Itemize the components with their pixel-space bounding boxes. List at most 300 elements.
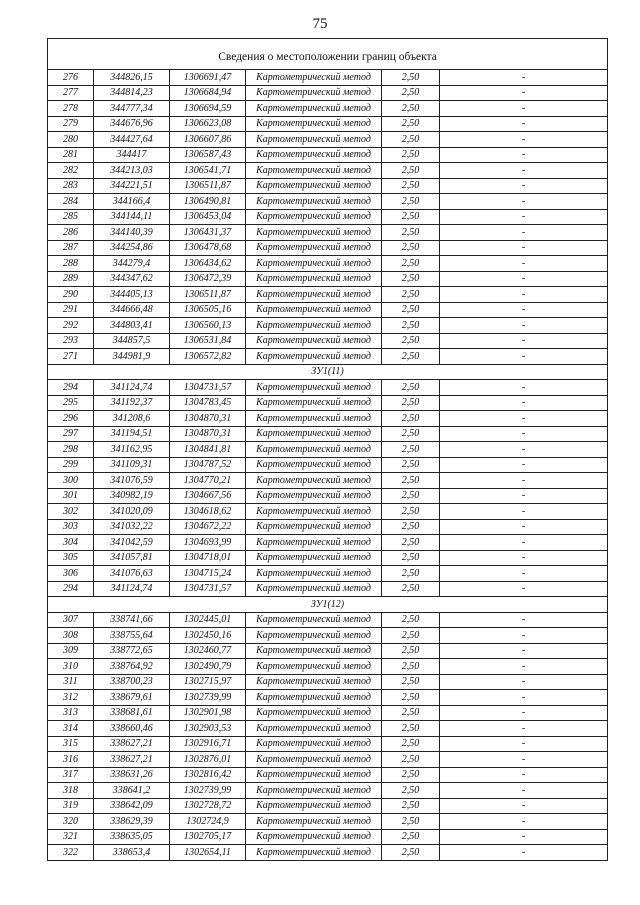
table-row — [48, 488, 608, 504]
description-cell: - — [440, 705, 608, 721]
accuracy-cell: 2,50 — [382, 333, 440, 349]
y-coordinate-cell: 1306691,47 — [170, 70, 246, 86]
accuracy-cell: 2,50 — [382, 225, 440, 241]
method-cell: Картометрический метод — [246, 612, 382, 628]
accuracy-cell: 2,50 — [382, 240, 440, 256]
method-cell: Картометрический метод — [246, 395, 382, 411]
description-cell: - — [440, 643, 608, 659]
method-cell: Картометрический метод — [246, 240, 382, 256]
table-row — [48, 798, 608, 814]
table-row — [48, 349, 608, 365]
table-row — [48, 566, 608, 582]
table-row — [48, 240, 608, 256]
x-coordinate-cell: 338631,26 — [94, 767, 170, 783]
y-coordinate-cell: 1302705,17 — [170, 829, 246, 845]
method-cell: Картометрический метод — [246, 767, 382, 783]
description-cell: - — [440, 736, 608, 752]
point-number-cell: 297 — [48, 426, 94, 442]
table-row — [48, 380, 608, 396]
method-cell: Картометрический метод — [246, 194, 382, 210]
description-cell: - — [440, 845, 608, 861]
method-cell: Картометрический метод — [246, 488, 382, 504]
y-coordinate-cell: 1304731,57 — [170, 581, 246, 597]
accuracy-cell: 2,50 — [382, 659, 440, 675]
x-coordinate-cell: 341042,59 — [94, 535, 170, 551]
table-row — [48, 705, 608, 721]
description-cell: - — [440, 147, 608, 163]
y-coordinate-cell: 1306472,39 — [170, 271, 246, 287]
point-number-cell: 321 — [48, 829, 94, 845]
y-coordinate-cell: 1306505,16 — [170, 302, 246, 318]
accuracy-cell: 2,50 — [382, 442, 440, 458]
method-cell: Картометрический метод — [246, 643, 382, 659]
y-coordinate-cell: 1304693,99 — [170, 535, 246, 551]
accuracy-cell: 2,50 — [382, 256, 440, 272]
y-coordinate-cell: 1306623,08 — [170, 116, 246, 132]
accuracy-cell: 2,50 — [382, 488, 440, 504]
method-cell: Картометрический метод — [246, 318, 382, 334]
accuracy-cell: 2,50 — [382, 845, 440, 861]
accuracy-cell: 2,50 — [382, 504, 440, 520]
x-coordinate-cell: 341162,95 — [94, 442, 170, 458]
table-row — [48, 643, 608, 659]
point-number-cell: 301 — [48, 488, 94, 504]
y-coordinate-cell: 1302490,79 — [170, 659, 246, 675]
description-cell: - — [440, 302, 608, 318]
y-coordinate-cell: 1302916,71 — [170, 736, 246, 752]
y-coordinate-cell: 1306453,04 — [170, 209, 246, 225]
point-number-cell: 310 — [48, 659, 94, 675]
point-number-cell: 312 — [48, 690, 94, 706]
method-cell: Картометрический метод — [246, 178, 382, 194]
method-cell: Картометрический метод — [246, 271, 382, 287]
y-coordinate-cell: 1302724,9 — [170, 814, 246, 830]
x-coordinate-cell: 344814,23 — [94, 85, 170, 101]
point-number-cell: 294 — [48, 581, 94, 597]
method-cell: Картометрический метод — [246, 628, 382, 644]
description-cell: - — [440, 349, 608, 365]
point-number-cell: 306 — [48, 566, 94, 582]
point-number-cell: 305 — [48, 550, 94, 566]
description-cell: - — [440, 85, 608, 101]
y-coordinate-cell: 1304715,24 — [170, 566, 246, 582]
table-row — [48, 442, 608, 458]
accuracy-cell: 2,50 — [382, 814, 440, 830]
x-coordinate-cell: 344221,51 — [94, 178, 170, 194]
accuracy-cell: 2,50 — [382, 550, 440, 566]
accuracy-cell: 2,50 — [382, 147, 440, 163]
point-number-cell: 287 — [48, 240, 94, 256]
table-row — [48, 519, 608, 535]
point-number-cell: 317 — [48, 767, 94, 783]
y-coordinate-cell: 1302816,42 — [170, 767, 246, 783]
y-coordinate-cell: 1306511,87 — [170, 287, 246, 303]
point-number-cell: 286 — [48, 225, 94, 241]
y-coordinate-cell: 1304731,57 — [170, 380, 246, 396]
description-cell: - — [440, 504, 608, 520]
method-cell: Картометрический метод — [246, 736, 382, 752]
x-coordinate-cell: 341208,6 — [94, 411, 170, 427]
x-coordinate-cell: 338629,39 — [94, 814, 170, 830]
method-cell: Картометрический метод — [246, 581, 382, 597]
point-number-cell: 281 — [48, 147, 94, 163]
x-coordinate-cell: 344254,86 — [94, 240, 170, 256]
point-number-cell: 294 — [48, 380, 94, 396]
method-cell: Картометрический метод — [246, 721, 382, 737]
point-number-cell: 284 — [48, 194, 94, 210]
x-coordinate-cell: 338741,66 — [94, 612, 170, 628]
description-cell: - — [440, 488, 608, 504]
point-number-cell: 290 — [48, 287, 94, 303]
accuracy-cell: 2,50 — [382, 411, 440, 427]
point-number-cell: 308 — [48, 628, 94, 644]
accuracy-cell: 2,50 — [382, 194, 440, 210]
description-cell: - — [440, 256, 608, 272]
accuracy-cell: 2,50 — [382, 70, 440, 86]
point-number-cell: 283 — [48, 178, 94, 194]
y-coordinate-cell: 1306431,37 — [170, 225, 246, 241]
x-coordinate-cell: 341124,74 — [94, 581, 170, 597]
page-number: 75 — [312, 16, 328, 32]
x-coordinate-cell: 344405,13 — [94, 287, 170, 303]
x-coordinate-cell: 338700,23 — [94, 674, 170, 690]
x-coordinate-cell: 341076,59 — [94, 473, 170, 489]
y-coordinate-cell: 1302715,97 — [170, 674, 246, 690]
table-row — [48, 504, 608, 520]
point-number-cell: 320 — [48, 814, 94, 830]
description-cell: - — [440, 318, 608, 334]
method-cell: Картометрический метод — [246, 783, 382, 799]
accuracy-cell: 2,50 — [382, 690, 440, 706]
table-title: Сведения о местоположении границ объекта — [48, 39, 608, 70]
x-coordinate-cell: 344777,34 — [94, 101, 170, 117]
accuracy-cell: 2,50 — [382, 798, 440, 814]
x-coordinate-cell: 344826,15 — [94, 70, 170, 86]
y-coordinate-cell: 1306560,13 — [170, 318, 246, 334]
accuracy-cell: 2,50 — [382, 457, 440, 473]
description-cell: - — [440, 163, 608, 179]
accuracy-cell: 2,50 — [382, 209, 440, 225]
table-row — [48, 70, 608, 86]
method-cell: Картометрический метод — [246, 814, 382, 830]
description-cell: - — [440, 535, 608, 551]
section-header-row — [48, 364, 608, 380]
accuracy-cell: 2,50 — [382, 85, 440, 101]
description-cell: - — [440, 194, 608, 210]
y-coordinate-cell: 1302728,72 — [170, 798, 246, 814]
point-number-cell: 282 — [48, 163, 94, 179]
point-number-cell: 271 — [48, 349, 94, 365]
y-coordinate-cell: 1304667,56 — [170, 488, 246, 504]
accuracy-cell: 2,50 — [382, 674, 440, 690]
point-number-cell: 322 — [48, 845, 94, 861]
y-coordinate-cell: 1306587,43 — [170, 147, 246, 163]
y-coordinate-cell: 1304870,31 — [170, 426, 246, 442]
point-number-cell: 295 — [48, 395, 94, 411]
y-coordinate-cell: 1302450,16 — [170, 628, 246, 644]
point-number-cell: 300 — [48, 473, 94, 489]
accuracy-cell: 2,50 — [382, 271, 440, 287]
point-number-cell: 280 — [48, 132, 94, 148]
method-cell: Картометрический метод — [246, 426, 382, 442]
description-cell: - — [440, 457, 608, 473]
accuracy-cell: 2,50 — [382, 302, 440, 318]
accuracy-cell: 2,50 — [382, 566, 440, 582]
method-cell: Картометрический метод — [246, 473, 382, 489]
section-label: ЗУ1(11) — [48, 364, 608, 380]
table-row — [48, 457, 608, 473]
point-number-cell: 289 — [48, 271, 94, 287]
description-cell: - — [440, 721, 608, 737]
accuracy-cell: 2,50 — [382, 178, 440, 194]
x-coordinate-cell: 344981,9 — [94, 349, 170, 365]
accuracy-cell: 2,50 — [382, 101, 440, 117]
table-row — [48, 581, 608, 597]
x-coordinate-cell: 341076,63 — [94, 566, 170, 582]
method-cell: Картометрический метод — [246, 752, 382, 768]
boundary-table — [47, 38, 608, 861]
point-number-cell: 296 — [48, 411, 94, 427]
point-number-cell: 277 — [48, 85, 94, 101]
y-coordinate-cell: 1302903,53 — [170, 721, 246, 737]
table-row — [48, 209, 608, 225]
description-cell: - — [440, 333, 608, 349]
description-cell: - — [440, 240, 608, 256]
method-cell: Картометрический метод — [246, 132, 382, 148]
accuracy-cell: 2,50 — [382, 395, 440, 411]
y-coordinate-cell: 1306434,62 — [170, 256, 246, 272]
accuracy-cell: 2,50 — [382, 473, 440, 489]
table-row — [48, 225, 608, 241]
table-row — [48, 271, 608, 287]
accuracy-cell: 2,50 — [382, 767, 440, 783]
point-number-cell: 285 — [48, 209, 94, 225]
x-coordinate-cell: 338764,92 — [94, 659, 170, 675]
method-cell: Картометрический метод — [246, 798, 382, 814]
accuracy-cell: 2,50 — [382, 628, 440, 644]
y-coordinate-cell: 1306607,86 — [170, 132, 246, 148]
point-number-cell: 309 — [48, 643, 94, 659]
method-cell: Картометрический метод — [246, 457, 382, 473]
x-coordinate-cell: 344279,4 — [94, 256, 170, 272]
method-cell: Картометрический метод — [246, 659, 382, 675]
y-coordinate-cell: 1302739,99 — [170, 690, 246, 706]
accuracy-cell: 2,50 — [382, 318, 440, 334]
x-coordinate-cell: 344166,4 — [94, 194, 170, 210]
method-cell: Картометрический метод — [246, 333, 382, 349]
description-cell: - — [440, 659, 608, 675]
method-cell: Картометрический метод — [246, 845, 382, 861]
point-number-cell: 278 — [48, 101, 94, 117]
method-cell: Картометрический метод — [246, 550, 382, 566]
point-number-cell: 299 — [48, 457, 94, 473]
method-cell: Картометрический метод — [246, 116, 382, 132]
table-row — [48, 132, 608, 148]
accuracy-cell: 2,50 — [382, 132, 440, 148]
accuracy-cell: 2,50 — [382, 116, 440, 132]
method-cell: Картометрический метод — [246, 256, 382, 272]
x-coordinate-cell: 344427,64 — [94, 132, 170, 148]
x-coordinate-cell: 338627,21 — [94, 752, 170, 768]
table-row — [48, 395, 608, 411]
x-coordinate-cell: 338679,61 — [94, 690, 170, 706]
x-coordinate-cell: 344666,48 — [94, 302, 170, 318]
point-number-cell: 279 — [48, 116, 94, 132]
table-row — [48, 612, 608, 628]
y-coordinate-cell: 1306531,84 — [170, 333, 246, 349]
description-cell: - — [440, 519, 608, 535]
point-number-cell: 291 — [48, 302, 94, 318]
y-coordinate-cell: 1304618,62 — [170, 504, 246, 520]
table-row — [48, 116, 608, 132]
description-cell: - — [440, 380, 608, 396]
point-number-cell: 293 — [48, 333, 94, 349]
table-row — [48, 333, 608, 349]
table-row — [48, 550, 608, 566]
table-row — [48, 721, 608, 737]
accuracy-cell: 2,50 — [382, 380, 440, 396]
description-cell: - — [440, 287, 608, 303]
x-coordinate-cell: 341057,81 — [94, 550, 170, 566]
method-cell: Картометрический метод — [246, 380, 382, 396]
method-cell: Картометрический метод — [246, 566, 382, 582]
accuracy-cell: 2,50 — [382, 287, 440, 303]
point-number-cell: 304 — [48, 535, 94, 551]
accuracy-cell: 2,50 — [382, 519, 440, 535]
x-coordinate-cell: 344803,41 — [94, 318, 170, 334]
x-coordinate-cell: 344140,39 — [94, 225, 170, 241]
table-row — [48, 752, 608, 768]
section-header-row — [48, 597, 608, 613]
table-header-row — [48, 39, 608, 70]
accuracy-cell: 2,50 — [382, 581, 440, 597]
accuracy-cell: 2,50 — [382, 426, 440, 442]
y-coordinate-cell: 1302876,01 — [170, 752, 246, 768]
method-cell: Картометрический метод — [246, 705, 382, 721]
method-cell: Картометрический метод — [246, 101, 382, 117]
table-row — [48, 318, 608, 334]
accuracy-cell: 2,50 — [382, 705, 440, 721]
y-coordinate-cell: 1304787,52 — [170, 457, 246, 473]
method-cell: Картометрический метод — [246, 163, 382, 179]
method-cell: Картометрический метод — [246, 209, 382, 225]
x-coordinate-cell: 341124,74 — [94, 380, 170, 396]
description-cell: - — [440, 411, 608, 427]
x-coordinate-cell: 338635,05 — [94, 829, 170, 845]
method-cell: Картометрический метод — [246, 287, 382, 303]
description-cell: - — [440, 674, 608, 690]
table-row — [48, 163, 608, 179]
method-cell: Картометрический метод — [246, 504, 382, 520]
y-coordinate-cell: 1302654,11 — [170, 845, 246, 861]
x-coordinate-cell: 344676,96 — [94, 116, 170, 132]
x-coordinate-cell: 341109,31 — [94, 457, 170, 473]
table-row — [48, 767, 608, 783]
method-cell: Картометрический метод — [246, 349, 382, 365]
y-coordinate-cell: 1306684,94 — [170, 85, 246, 101]
method-cell: Картометрический метод — [246, 442, 382, 458]
description-cell: - — [440, 116, 608, 132]
method-cell: Картометрический метод — [246, 674, 382, 690]
x-coordinate-cell: 338642,09 — [94, 798, 170, 814]
section-label: ЗУ1(12) — [48, 597, 608, 613]
point-number-cell: 314 — [48, 721, 94, 737]
point-number-cell: 298 — [48, 442, 94, 458]
table-row — [48, 829, 608, 845]
description-cell: - — [440, 566, 608, 582]
point-number-cell: 316 — [48, 752, 94, 768]
table-row — [48, 783, 608, 799]
x-coordinate-cell: 338653,4 — [94, 845, 170, 861]
description-cell: - — [440, 178, 608, 194]
description-cell: - — [440, 426, 608, 442]
table-row — [48, 287, 608, 303]
x-coordinate-cell: 341194,51 — [94, 426, 170, 442]
description-cell: - — [440, 783, 608, 799]
description-cell: - — [440, 581, 608, 597]
table-row — [48, 659, 608, 675]
table-row — [48, 628, 608, 644]
x-coordinate-cell: 344347,62 — [94, 271, 170, 287]
table-row — [48, 473, 608, 489]
y-coordinate-cell: 1304783,45 — [170, 395, 246, 411]
x-coordinate-cell: 344857,5 — [94, 333, 170, 349]
point-number-cell: 311 — [48, 674, 94, 690]
x-coordinate-cell: 341020,09 — [94, 504, 170, 520]
y-coordinate-cell: 1304841,81 — [170, 442, 246, 458]
y-coordinate-cell: 1302739,99 — [170, 783, 246, 799]
table-row — [48, 814, 608, 830]
x-coordinate-cell: 338755,64 — [94, 628, 170, 644]
description-cell: - — [440, 132, 608, 148]
table-row — [48, 147, 608, 163]
point-number-cell: 313 — [48, 705, 94, 721]
table-row — [48, 535, 608, 551]
x-coordinate-cell: 338641,2 — [94, 783, 170, 799]
description-cell: - — [440, 271, 608, 287]
point-number-cell: 302 — [48, 504, 94, 520]
description-cell: - — [440, 767, 608, 783]
y-coordinate-cell: 1304718,01 — [170, 550, 246, 566]
table-row — [48, 302, 608, 318]
accuracy-cell: 2,50 — [382, 612, 440, 628]
y-coordinate-cell: 1304870,31 — [170, 411, 246, 427]
accuracy-cell: 2,50 — [382, 163, 440, 179]
description-cell: - — [440, 225, 608, 241]
method-cell: Картометрический метод — [246, 535, 382, 551]
table-row — [48, 194, 608, 210]
description-cell: - — [440, 209, 608, 225]
description-cell: - — [440, 442, 608, 458]
point-number-cell: 318 — [48, 783, 94, 799]
description-cell: - — [440, 70, 608, 86]
table-row — [48, 845, 608, 861]
table-row — [48, 674, 608, 690]
description-cell: - — [440, 829, 608, 845]
point-number-cell: 292 — [48, 318, 94, 334]
description-cell: - — [440, 395, 608, 411]
accuracy-cell: 2,50 — [382, 752, 440, 768]
method-cell: Картометрический метод — [246, 519, 382, 535]
y-coordinate-cell: 1306694,59 — [170, 101, 246, 117]
x-coordinate-cell: 341032,22 — [94, 519, 170, 535]
table-row — [48, 256, 608, 272]
y-coordinate-cell: 1306490,81 — [170, 194, 246, 210]
point-number-cell: 303 — [48, 519, 94, 535]
description-cell: - — [440, 628, 608, 644]
table-row — [48, 736, 608, 752]
y-coordinate-cell: 1302445,01 — [170, 612, 246, 628]
